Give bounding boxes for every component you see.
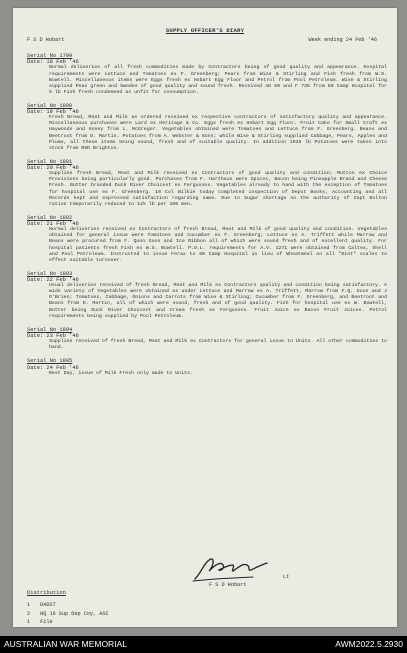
entry-text: Rest Day, issue of Milk Fresh only made to Units.	[49, 370, 193, 376]
diary-entries	[27, 53, 387, 384]
entry-date: Date: 24 Feb '46	[27, 364, 79, 371]
distribution-recipient: File	[40, 619, 53, 625]
entry-text: Supplies fresh Bread, Meat and Milk received ex Contractors of good quality and condition; Mutton ex Choice Provisions being particularly good. Purchases from F. Harthaus were Spices, Bacon being Pineapple Brand and Cheese Fresh. Butter branded Duck River Choicest ex Fergusons. Vegetables already to hand with the exception of Tomatoes for hospital use ex F. Greenberg. 10 Col Wilkie today completed inspection of Depot Books, Accounting and all Records kept and expressed satisfaction regarding same. Due to Sugar shortage on the authority of Capt Bolton ration temporarily reduced to 12½ lb per 100 men.	[49, 171, 387, 207]
distribution-item	[27, 610, 109, 619]
entry-text: Usual deliveries received of fresh Bread, Meat and Milk ex Contractors quality and condition being satisfactory. A wide variety of Vegetables were obtained as under Lettuce and Marrow ex A. Triffett, Marrow from F.Q. Goon and J O'Brien; Tomatoes, Cabbage, Onions and Carrots from Wise & Stirling; Cucumber from F. Greenberg, and Beetroot and Beans from D. Martin, all of which were sound, fresh and of good quality. Fish for hospital use ex W. Bowtell, Butter being Duck River Choicest and Cream fresh ex Fergusons. Fruit Juice ex Bacon Fruit Juices. Petrol requirements being supplied by Pool Petroleum.	[49, 283, 387, 319]
diary-entry	[27, 215, 387, 264]
distribution-recipient: DADST	[40, 602, 56, 608]
diary-entry	[27, 53, 387, 96]
distribution-item	[27, 601, 109, 610]
archive-name: AUSTRALIAN WAR MEMORIAL	[4, 639, 127, 649]
signature-role: Lt	[283, 574, 290, 580]
distribution-recipient: HQ 16 Sup Dep Coy, ASC	[40, 610, 109, 617]
serial-number: Serial No 1804	[27, 326, 73, 333]
handwritten-signature	[191, 553, 271, 583]
entry-date: Date: 21 Feb '46	[27, 221, 79, 228]
entry-date: Date: 18 Feb '46	[27, 59, 79, 66]
entry-text: Supplies received of fresh Bread, Meat and Milk ex Contractors for general issue to Units. All other commodities to hand.	[49, 339, 387, 351]
distribution-count: 1	[27, 619, 31, 625]
distribution-list	[27, 601, 109, 627]
entry-text: Fresh Bread, Meat and Milk as ordered received ex respective contractors of satisfactory quality and appearance. Miscellaneous purchases were Lard ex Heritage & Co. Eggs fresh ex Hobart Egg Floor. Fruit Cake for Small Craft ex Haywoods and Honey from L. McGregor. Vegetables obtained were Tomatoes and Lettuce from F. Greenberg. Beans and Beetroot from D. Martin. Potatoes from A. Webster & Sons; while Wise & Stirling supplied Cabbage, Pears, Apples and Plums, all these items being sound, fresh and of suitable quality. In addition 1035 lb Potatoes were taken into stock from RSD Brighton.	[49, 115, 387, 151]
distribution-heading: Distribution	[27, 590, 66, 596]
diary-entry	[27, 159, 387, 208]
entry-date: Date: 20 Feb '46	[27, 165, 79, 172]
diary-entry	[27, 103, 387, 152]
unit-name: F S D Hobart	[27, 37, 65, 43]
distribution-item	[27, 618, 109, 627]
serial-number: Serial No 1802	[27, 214, 73, 221]
entry-date: Date: 22 Feb '46	[27, 276, 79, 283]
entry-text: Normal deliveries received ex Contractors of fresh Bread, Meat and Milk of good quality and condition. Vegetables obtained for general issue were Tomatoes and Cucumber ex F. Greenberg; Lettuce ex A. Triffett while Marrow and Beans were procured from F. Quon Goon and Ice Ribbon all of which were sound fresh and of excellent quality. For hospital patients fresh Fish ex W.S. Bowtell. P.O.L. requirements for A.V. 1271 were obtained from Caltex, Shell and Pool Petroleum. Instructed to issue Ferax to 60 Camp Hospital in lieu of Wheatmeal on all "Diet" scales to effect suitable turnover.	[49, 227, 387, 263]
diary-entry	[27, 358, 387, 377]
distribution-count: 2	[27, 610, 31, 617]
entry-text: Normal deliveries of all fresh commodities made by Contractors being of good quality and appearance. Hospital requirements were Lettuce and Tomatoes ex F. Greenberg; Pears from Wise & Stirling and Fish fresh from W.S. Bowtell. Miscellaneous items were Eggs fresh ex Hobart Egg Floor and Petrol from Pool Petroleum. Wise & Stirling supplied Peas green and Swedes of good quality and sound fresh. Received AD 50 and F 735 from 60 Camp Hospital for 5 lb Fish fresh condemned as unfit for consumption.	[49, 65, 387, 95]
diary-entry	[27, 327, 387, 352]
week-ending: Week ending 24 Feb '46	[308, 37, 377, 43]
archive-reference: AWM2022.5.2930	[335, 639, 403, 649]
distribution-count: 1	[27, 602, 31, 608]
document-page	[13, 8, 397, 627]
document-title: SUPPLY OFFICER'S DIARY	[165, 27, 245, 34]
serial-number: Serial No 1799	[27, 53, 73, 59]
serial-number: Serial No 1801	[27, 158, 73, 165]
archive-footer	[0, 636, 407, 653]
signature-name: F S D Hobart	[209, 582, 247, 588]
diary-entry	[27, 271, 387, 320]
serial-number: Serial No 1805	[27, 358, 73, 365]
serial-number: Serial No 1800	[27, 102, 73, 109]
entry-date: Date: 19 Feb '46	[27, 109, 79, 116]
entry-date: Date: 23 Feb '46	[27, 332, 79, 339]
serial-number: Serial No 1803	[27, 270, 73, 277]
